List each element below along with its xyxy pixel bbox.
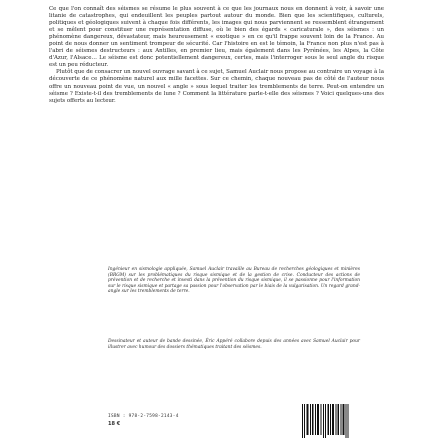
price-text: 18 € (108, 421, 121, 427)
illustrator-credit: Dessinateur et auteur de bande dessinée, Éric Appéré collabore depuis des années avec Samuel Auclair pour illustrer avec humour des dossiers thématiques traitant des séismes. (108, 339, 360, 350)
barcode-icon (300, 402, 350, 440)
blurb-paragraph-2: Plutôt que de consacrer un nouvel ouvrage savant à ce sujet, Samuel Auclair nous propose au contraire un voyage à la découverte de ce phénomène naturel aux mille facettes. Sur ce chemin, chaque nouveau pas de côté de l'auteur nous offre un nouveau point de vue, un nouvel « angle » sous lequel traiter les tremblements de terre. Peut-on entendre un séisme ? Existe-t-il des tremblements de lune ? Comment la littérature parle-t-elle des séismes ? Voici quelques-uns des sujets offerts au lecteur. (49, 69, 384, 104)
blurb-column (49, 6, 384, 105)
isbn-text: ISBN : 978-2-7598-2143-4 (108, 414, 179, 419)
blurb-paragraph-1: Ce que l'on connaît des séismes se résume le plus souvent à ce que les journaux nous en donnent à voir, à savoir une litanie de catastrophes, qui endeuillent les peuples partout autour du monde. Bien que les scientifiques, culturels, politiques et géologiques suivent à chaque fois différents, les images qui nous parviennent se ressemblent étrangement et se mêlent pour constituer une représentation diffuse, où le bien des égards « caricaturale », des séismes : un phénomène dangereux, dévastateur, mais heureusement « exotique » en ce qu'il frappe souvent loin de la France. Au point de nous donner un sentiment trompeur de sécurité. Car l'histoire en est le témoin, la France non plus n'est pas à l'abri de séismes destructeurs : aux Antilles, en premier lieu, mais également dans les Pyrénées, les Alpes, la Côte d'Azur, l'Alsace… Le séisme est donc potentiellement dangereux, certes, mais l'interroger sous le seul angle du risque est un peu réducteur. (49, 6, 384, 69)
author-bio: Ingénieur en sismologie appliquée, Samuel Auclair travaille au Bureau de recherches géologiques et minières (BRGM) sur les problématiques du risque sismique et de la gestion de crise. Conducteur des actions de prévention et de recherche et investi dans la prévention du risque sismique, il se passionne pour l'information sur le risque sismique et partage sa passion pour l'observation par le biais de la vulgarisation. Un regard grand-angle sur les tremblements de terre. (108, 267, 360, 295)
